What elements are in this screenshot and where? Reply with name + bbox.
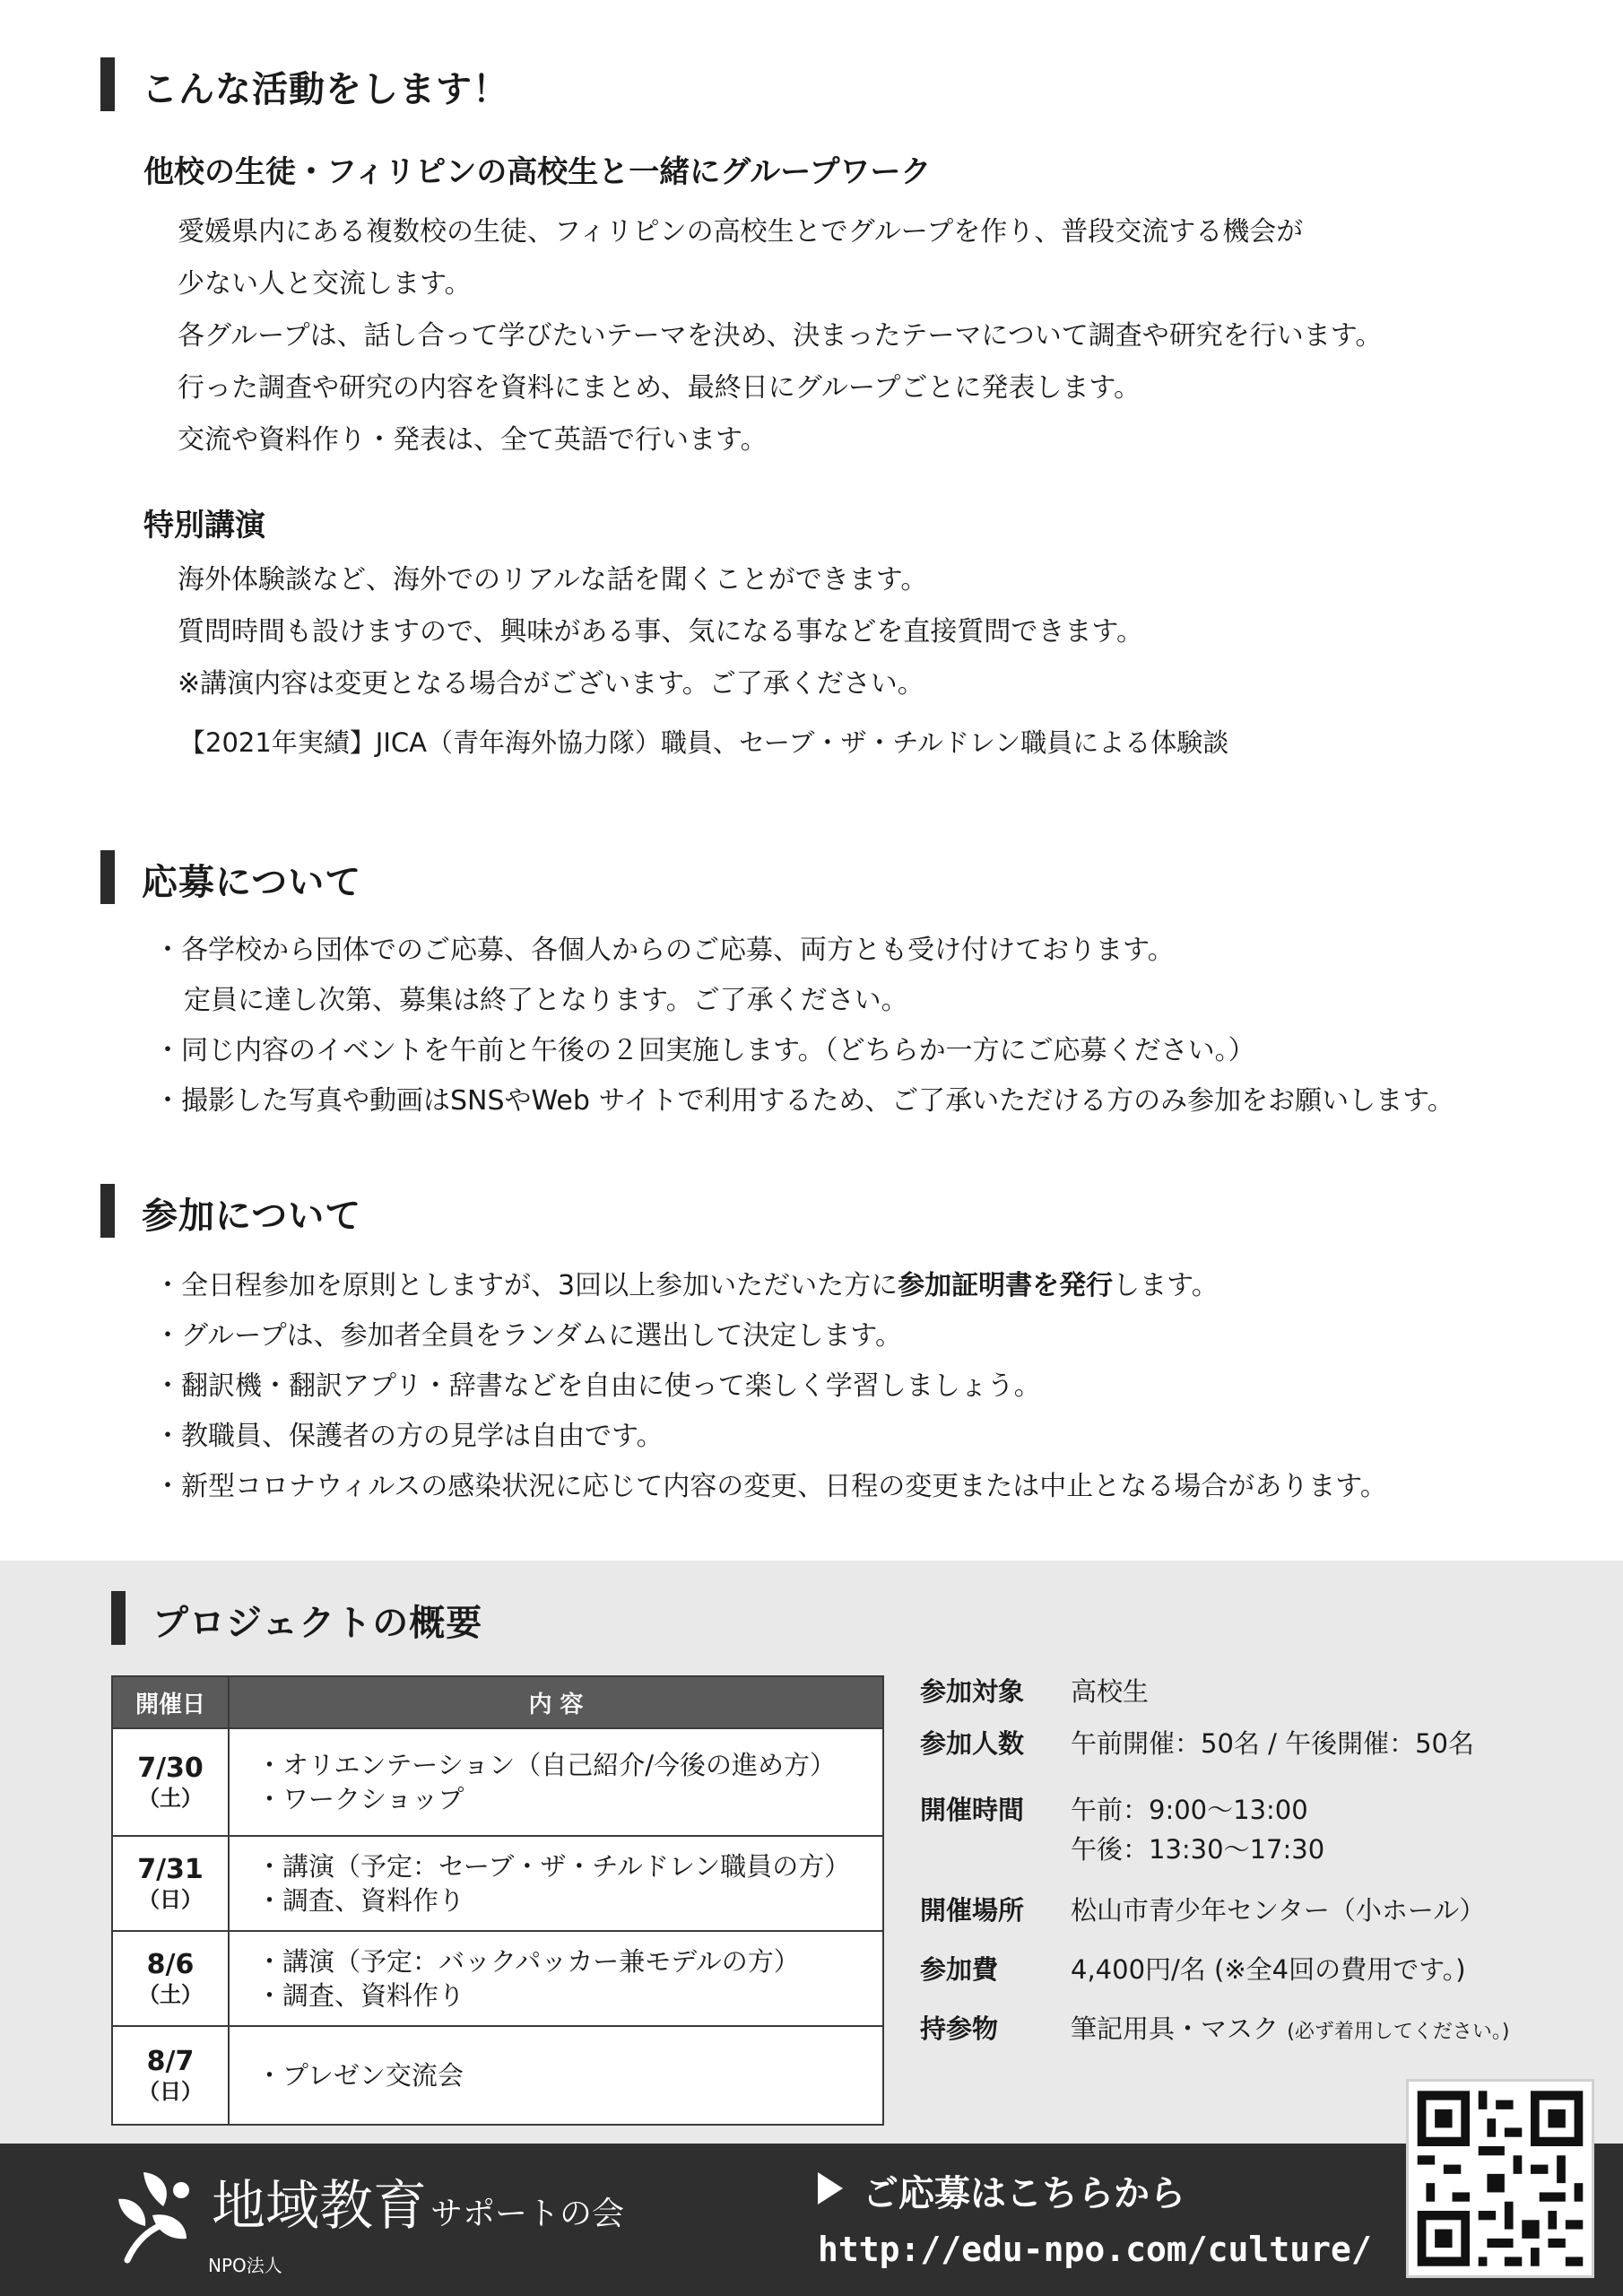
date: 8/6 [146,1949,195,1980]
content-cell [229,1836,883,1931]
lecture-text [178,554,1541,710]
fact-value: 高校生 [1071,1676,1150,1707]
date-cell [112,1728,229,1836]
content-cell [229,1728,883,1836]
text-line: 愛媛県内にある複数校の生徒、フィリピンの高校生とでグループを作り、普段交流する機会が [178,216,1304,248]
fact-value: 4,400円/名 (※全4回の費用です。) [1071,1954,1466,1985]
content-cell [229,2026,883,2125]
date-cell [112,1836,229,1931]
content-item: ・講演（予定：バックパッカー兼モデルの方） [256,1946,800,1977]
certificate-highlight: 参加証明書を発行 [898,1270,1114,1301]
date: 7/31 [137,1854,204,1885]
lecture-heading: 特別講演 [143,508,265,544]
list-item [154,1261,1589,1311]
qr-code-icon[interactable] [1406,2079,1594,2278]
time-am: 午前：9:00～13:00 [1071,1795,1308,1825]
list-item: ・教職員、保護者の方の見学は自由です。 [154,1421,664,1452]
section-marker-icon [100,1184,115,1238]
fact-label: 参加対象 [920,1676,1025,1707]
list-item: ・同じ内容のイベントを午前と午後の２回実施します。（どちらか一方にご応募ください。） [154,1035,1255,1066]
group-work-text [178,206,1541,466]
content-cell [229,1931,883,2026]
text: ・全日程参加を原則としますが、3回以上参加いただいた方に [154,1270,898,1301]
fact-value [1071,1790,1324,1869]
content-item: ・ワークショップ [256,1784,464,1814]
table-row [112,2026,883,2125]
content-item: ・調査、資料作り [256,1885,465,1916]
group-work-heading: 他校の生徒・フィリピンの高校生と一緒にグループワーク [143,154,932,190]
date: 7/30 [137,1752,204,1784]
time-pm: 午後：13:30～17:30 [1071,1834,1325,1865]
fact-label: 開催時間 [920,1795,1025,1825]
schedule-table [111,1675,884,2126]
date-cell [112,1931,229,2026]
table-row [112,1836,883,1931]
fact-label: 開催場所 [920,1895,1025,1926]
apply-label: ご応募はこちらから [863,2173,1185,2214]
table-row [112,1931,883,2026]
list-item: ・撮影した写真や動画はSNSやWeb サイトで利用するため、ご了承いただける方のみ参加をお願いします。 [154,1085,1454,1117]
lecture-record: 【2021年実績】JICA（青年海外協力隊）職員、セーブ・ザ・チルドレン職員による体験談 [179,727,1229,758]
items-text: 筆記用具・マスク [1071,2013,1280,2044]
text-line: 交流や資料作り・発表は、全て英語で行います。 [178,424,768,456]
list-item: ・新型コロナウィルスの感染状況に応じて内容の変更、日程の変更または中止となる場合があります。 [154,1471,1387,1502]
org-type: NPO法人 [208,2255,282,2276]
fact-label: 参加費 [920,1954,999,1985]
section-title: プロジェクトの概要 [152,1603,483,1644]
weekday: （土） [138,1786,203,1811]
list-item: ・翻訳機・翻訳アプリ・辞書などを自由に使って楽しく学習しましょう。 [154,1370,1041,1402]
list-item: ・グループは、参加者全員をランダムに選出して決定します。 [154,1320,902,1352]
weekday: （土） [138,1982,203,2007]
fact-label: 参加人数 [920,1728,1025,1759]
content-item: ・調査、資料作り [256,1980,465,2011]
text: します。 [1113,1270,1219,1301]
list-item: ・各学校から団体でのご応募、各個人からのご応募、両方とも受け付けております。 [154,935,1175,966]
text-line: 各グループは、話し合って学びたいテーマを決め、決まったテーマについて調査や研究を行います。 [178,320,1383,352]
triangle-right-icon [818,2172,843,2208]
weekday: （日） [138,1887,203,1912]
date: 8/7 [146,2046,195,2077]
content-item: ・オリエンテーション（自己紹介/今後の進め方） [256,1750,837,1780]
fact-value: 午前開催：50名 / 午後開催：50名 [1071,1728,1475,1759]
fact-value: 松山市青少年センター（小ホール） [1071,1895,1486,1926]
section-title: 応募について [142,862,362,903]
section-marker-icon [111,1591,126,1645]
leaf-logo-icon [100,2163,201,2271]
participation-bullets [154,1261,1589,1512]
footer [0,2144,1623,2296]
fact-value [1071,2009,1509,2052]
column-header-content: 内 容 [229,1676,883,1728]
text-line: 質問時間も設けますので、興味がある事、気になる事などを直接質問できます。 [178,616,1143,648]
section-marker-icon [100,57,115,111]
application-bullets [154,926,1589,1126]
list-item: 定員に達し次第、募集は終了となります。ご了承ください。 [184,985,908,1016]
date-cell [112,2026,229,2125]
text-line: ※講演内容は変更となる場合がございます。ご了承ください。 [178,668,924,700]
table-header-row [112,1676,883,1728]
column-header-date: 開催日 [112,1676,229,1728]
text-line: 行った調査や研究の内容を資料にまとめ、最終日にグループごとに発表します。 [178,372,1141,404]
section-marker-icon [100,850,115,904]
content-item: ・講演（予定：セーブ・ザ・チルドレン職員の方） [256,1851,851,1882]
section-title: 参加について [142,1196,362,1237]
content-item: ・プレゼン交流会 [256,2060,464,2091]
text-line: 少ない人と交流します。 [178,268,472,300]
org-name: 地域教育 [212,2175,427,2238]
fact-label: 持参物 [920,2013,999,2044]
org-suffix: サポートの会 [430,2196,625,2232]
section-title: こんな活動をします！ [142,69,509,110]
weekday: （日） [138,2079,203,2104]
text-line: 海外体験談など、海外でのリアルな話を聞くことができます。 [178,564,928,596]
table-row [112,1728,883,1836]
apply-url[interactable]: http://edu-npo.com/culture/ [818,2230,1372,2269]
items-note: (必ず着用してください。) [1287,2021,1510,2043]
